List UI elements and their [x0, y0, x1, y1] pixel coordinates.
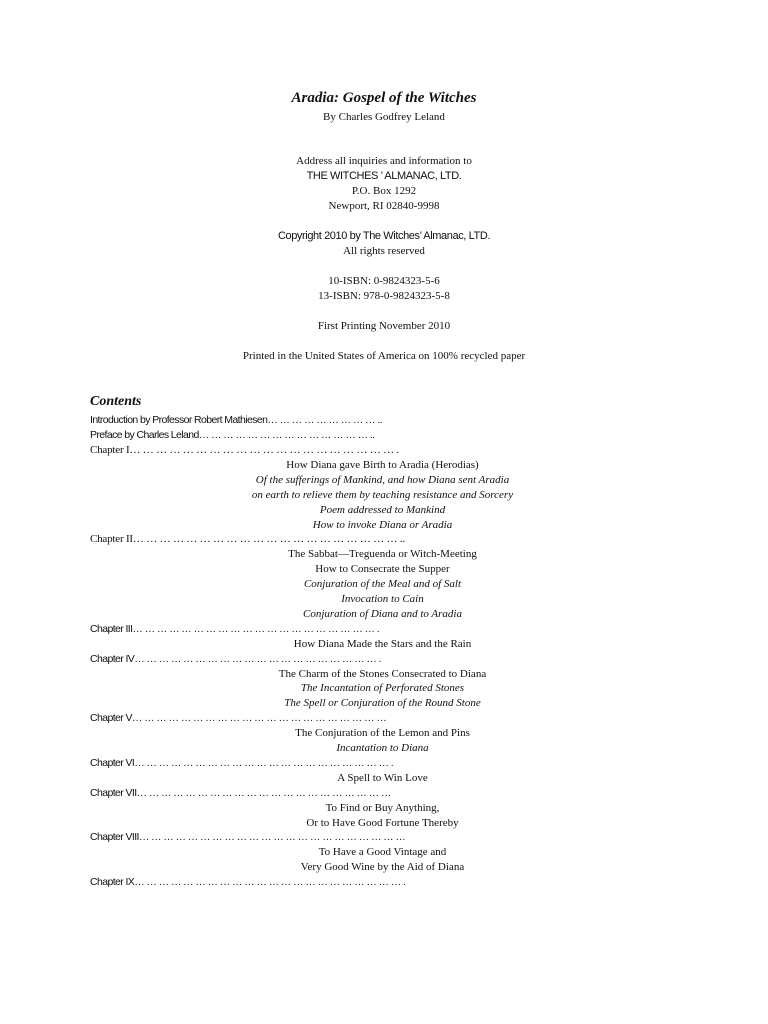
inquiries-line: Address all inquiries and information to — [296, 155, 472, 167]
contents-heading: Contents — [90, 394, 142, 409]
toc-section-title: Or to Have Good Fortune Thereby — [306, 816, 459, 829]
toc-chapter-label: Chapter I… … … … … … … … … … … … … … … … … … … … . — [90, 444, 399, 456]
toc-section-title: How Diana Made the Stars and the Rain — [293, 637, 472, 650]
copyright-line: Copyright 2010 by The Witches’ Almanac, LTD. — [277, 230, 491, 242]
toc-section-title: Poem addressed to Mankind — [319, 503, 446, 516]
toc-section-title: The Incantation of Perforated Stones — [300, 682, 465, 695]
printed-in-line: Printed in the United States of America on 100% recycled paper — [242, 350, 526, 362]
toc-section-title: Conjuration of the Meal and of Salt — [303, 578, 462, 591]
publisher-name: THE WITCHES ’ ALMANAC, LTD. — [306, 170, 462, 182]
toc-section-title: Conjuration of Diana and to Aradia — [302, 607, 462, 620]
toc-section-title: Of the sufferings of Mankind, and how Diana sent Aradia — [255, 473, 510, 486]
toc-section-title: The Conjuration of the Lemon and Pins — [295, 727, 470, 740]
toc-section-title: The Sabbat—Treguenda or Witch-Meeting — [288, 548, 477, 561]
toc-chapter-label: Chapter VIII… … … … … … … … … … … … … … … … … … … … … … — [90, 831, 406, 844]
toc-section-title: To Have a Good Vintage and — [318, 846, 447, 859]
toc-chapter-label: Chapter V… … … … … … … … … … … … … … … … … … … … … — [90, 712, 387, 725]
isbn-10: 10-ISBN: 0-9824323-5-6 — [328, 275, 440, 287]
toc-chapter-label: Chapter VI… … … … … … … … … … … … … … … … … … … … … . — [90, 756, 394, 769]
toc-section-title: To Find or Buy Anything, — [325, 801, 440, 814]
toc-section-title: The Charm of the Stones Consecrated to Diana — [278, 667, 487, 680]
printing-line: First Printing November 2010 — [317, 320, 451, 332]
book-title: Aradia: Gospel of the Witches — [291, 90, 477, 106]
toc-chapter-label: Chapter IV… … … … … … … … … … … … … … … … … … … … . — [90, 652, 381, 665]
publisher-city: Newport, RI 02840-9998 — [328, 200, 440, 212]
toc-section-title: on earth to relieve them by teaching resistance and Sorcery — [251, 488, 514, 501]
toc-section-title: How to Consecrate the Supper — [315, 563, 450, 576]
book-author: By Charles Godfrey Leland — [323, 111, 445, 123]
toc-chapter-label: Chapter II… … … … … … … … … … … … … … … … … … … … .. — [90, 533, 405, 546]
toc-preface: Preface by Charles Leland… … … … … … … … … … … … … … .. — [90, 429, 375, 441]
toc-section-title: Incantation to Diana — [336, 742, 429, 754]
toc-section-title: How to invoke Diana or Aradia — [312, 518, 453, 531]
toc-section-title: How Diana gave Birth to Aradia (Herodias) — [286, 458, 479, 471]
toc-chapter-label: Chapter VII… … … … … … … … … … … … … … … … … … … … … — [90, 786, 391, 799]
toc-section-title: A Spell to Win Love — [337, 771, 428, 784]
toc-chapter-label: Chapter III… … … … … … … … … … … … … … … … … … … … . — [90, 622, 380, 635]
publisher-pobox: P.O. Box 1292 — [351, 185, 417, 197]
toc-section-title: Invocation to Cain — [341, 593, 424, 605]
toc-introduction: Introduction by Professor Robert Mathiesen… … … … … … … … … .. — [90, 414, 382, 426]
toc-chapter-label: Chapter IX… … … … … … … … … … … … … … … … … … … … … … . — [90, 876, 406, 889]
rights-line: All rights reserved — [343, 245, 425, 257]
toc-section-title: The Spell or Conjuration of the Round Stone — [284, 697, 481, 710]
toc-section-title: Very Good Wine by the Aid of Diana — [300, 861, 465, 874]
isbn-13: 13-ISBN: 978-0-9824323-5-8 — [318, 290, 450, 302]
